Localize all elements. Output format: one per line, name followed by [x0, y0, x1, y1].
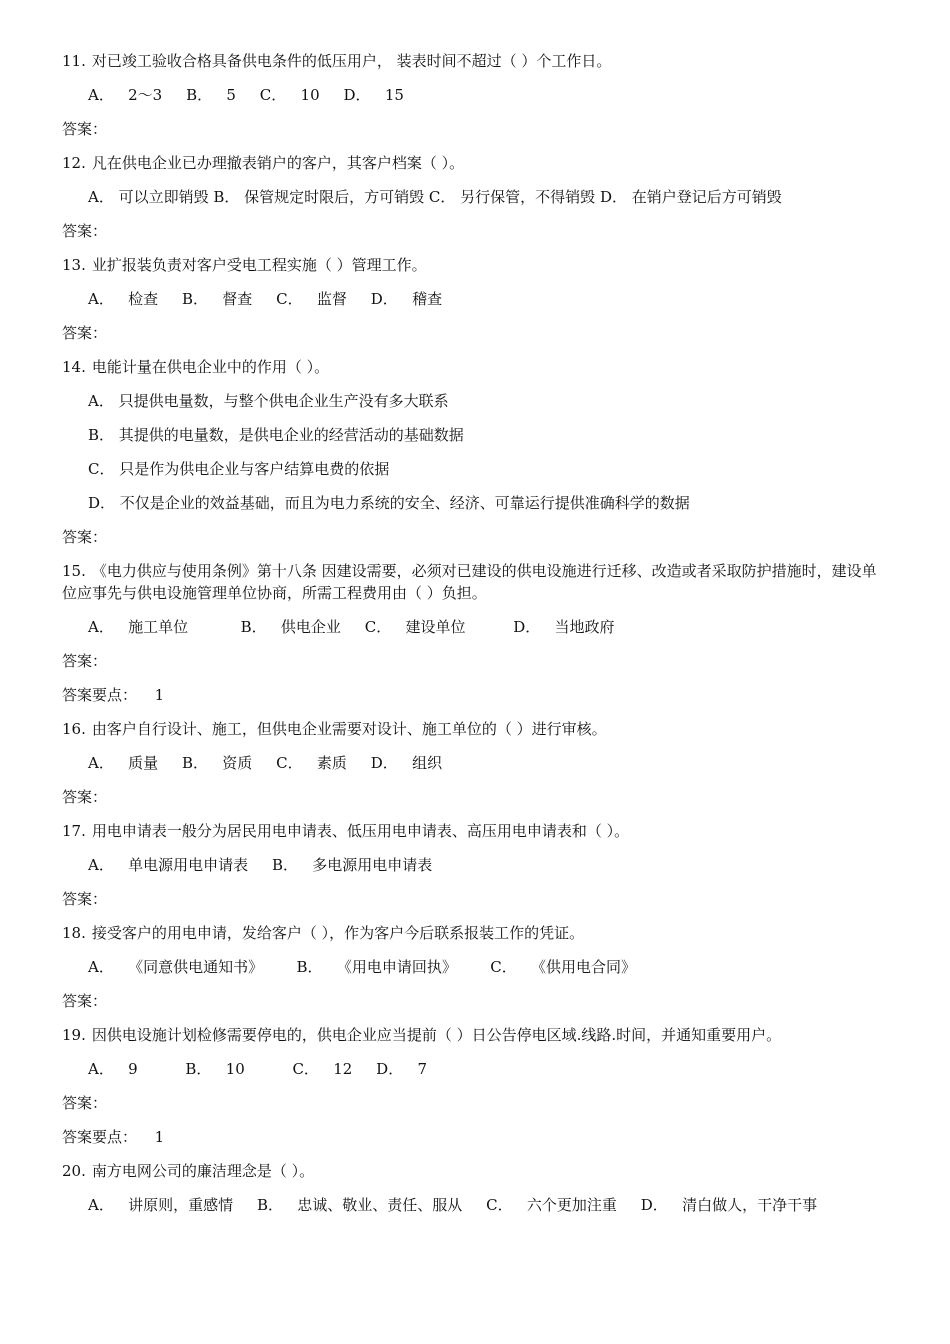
answer-points-value: 1 [154, 1128, 165, 1146]
question-17 [62, 820, 882, 842]
question-number: 12. [62, 154, 86, 172]
answer-points [62, 684, 882, 706]
question-stem: 凡在供电企业已办理撤表销户的客户，其客户档案（ ）。 [91, 154, 465, 172]
question-14-option-d: D． 不仅是企业的效益基础，而且为电力系统的安全、经济、可靠运行提供准确科学的数据 [88, 494, 690, 512]
question-18-options: A． 《同意供电通知书》 B． 《用电申请回执》 C． 《供用电合同》 [88, 958, 637, 976]
question-number: 15. [62, 562, 86, 580]
question-number: 11. [62, 52, 86, 70]
question-stem: 由客户自行设计、施工，但供电企业需要对设计、施工单位的（ ）进行审核。 [91, 720, 607, 738]
question-stem: 因供电设施计划检修需要停电的，供电企业应当提前（ ）日公告停电区域.线路.时间，并通知重要用户。 [91, 1026, 782, 1044]
answer-label: 答案： [62, 120, 108, 138]
answer-label: 答案： [62, 652, 108, 670]
question-number: 19. [62, 1026, 86, 1044]
answer-points-label: 答案要点： [62, 686, 138, 704]
question-16-options: A． 质量 B． 资质 C． 素质 D． 组织 [88, 754, 443, 772]
question-number: 18. [62, 924, 86, 942]
question-16 [62, 718, 882, 740]
question-14-option-b: B． 其提供的电量数，是供电企业的经营活动的基础数据 [88, 426, 464, 444]
answer-label: 答案： [62, 324, 108, 342]
question-17-options: A． 单电源用电申请表 B． 多电源用电申请表 [88, 856, 433, 874]
question-number: 20. [62, 1162, 86, 1180]
exam-page [62, 50, 882, 1228]
question-19 [62, 1024, 882, 1046]
question-14-option-c: C． 只是作为供电企业与客户结算电费的依据 [88, 460, 390, 478]
question-stem: 对已竣工验收合格具备供电条件的低压用户， 装表时间不超过（ ）个工作日。 [91, 52, 612, 70]
question-stem: 用电申请表一般分为居民用电申请表、低压用电申请表、高压用电申请表和（ ）。 [91, 822, 630, 840]
answer-label: 答案： [62, 890, 108, 908]
answer-label: 答案： [62, 528, 108, 546]
question-18 [62, 922, 882, 944]
question-20 [62, 1160, 882, 1182]
question-14-option-a: A． 只提供电量数，与整个供电企业生产没有多大联系 [88, 392, 449, 410]
question-12 [62, 152, 882, 174]
question-stem: 接受客户的用电申请，发给客户（ ），作为客户今后联系报装工作的凭证。 [91, 924, 585, 942]
question-stem: 南方电网公司的廉洁理念是（ ）。 [91, 1162, 315, 1180]
answer-points-value: 1 [154, 686, 165, 704]
question-14 [62, 356, 882, 378]
question-19-options: A． 9 B． 10 C． 12 D． 7 [88, 1060, 428, 1078]
answer-label: 答案： [62, 222, 108, 240]
answer-label: 答案： [62, 1094, 108, 1112]
question-15-options: A． 施工单位 B． 供电企业 C． 建设单位 D． 当地政府 [88, 618, 615, 636]
question-stem: 《电力供应与使用条例》第十八条 因建设需要，必须对已建设的供电设施进行迁移、改造或者采取防护措施时，建设单位应事先与供电设施管理单位协商，所需工程费用由（ ）负担。 [62, 562, 877, 602]
question-number: 17. [62, 822, 86, 840]
answer-points-label: 答案要点： [62, 1128, 138, 1146]
question-15 [62, 560, 882, 604]
question-12-options: A． 可以立即销毁 B． 保管规定时限后，方可销毁 C． 另行保管，不得销毁 D． 在销户登记后方可销毁 [88, 188, 782, 206]
answer-label: 答案： [62, 788, 108, 806]
question-11 [62, 50, 882, 72]
answer-points [62, 1126, 882, 1148]
answer-label: 答案： [62, 992, 108, 1010]
question-13 [62, 254, 882, 276]
question-13-options: A． 检查 B． 督查 C． 监督 D． 稽查 [88, 290, 443, 308]
question-stem: 业扩报装负责对客户受电工程实施（ ）管理工作。 [91, 256, 427, 274]
question-number: 14. [62, 358, 86, 376]
question-number: 13. [62, 256, 86, 274]
question-stem: 电能计量在供电企业中的作用（ ）。 [91, 358, 330, 376]
question-number: 16. [62, 720, 86, 738]
question-11-options: A． 2～3 B． 5 C． 10 D． 15 [88, 86, 404, 104]
question-20-options: A． 讲原则，重感情 B． 忠诚、敬业、责任、服从 C． 六个更加注重 D． 清白做人，干净干事 [88, 1196, 818, 1214]
